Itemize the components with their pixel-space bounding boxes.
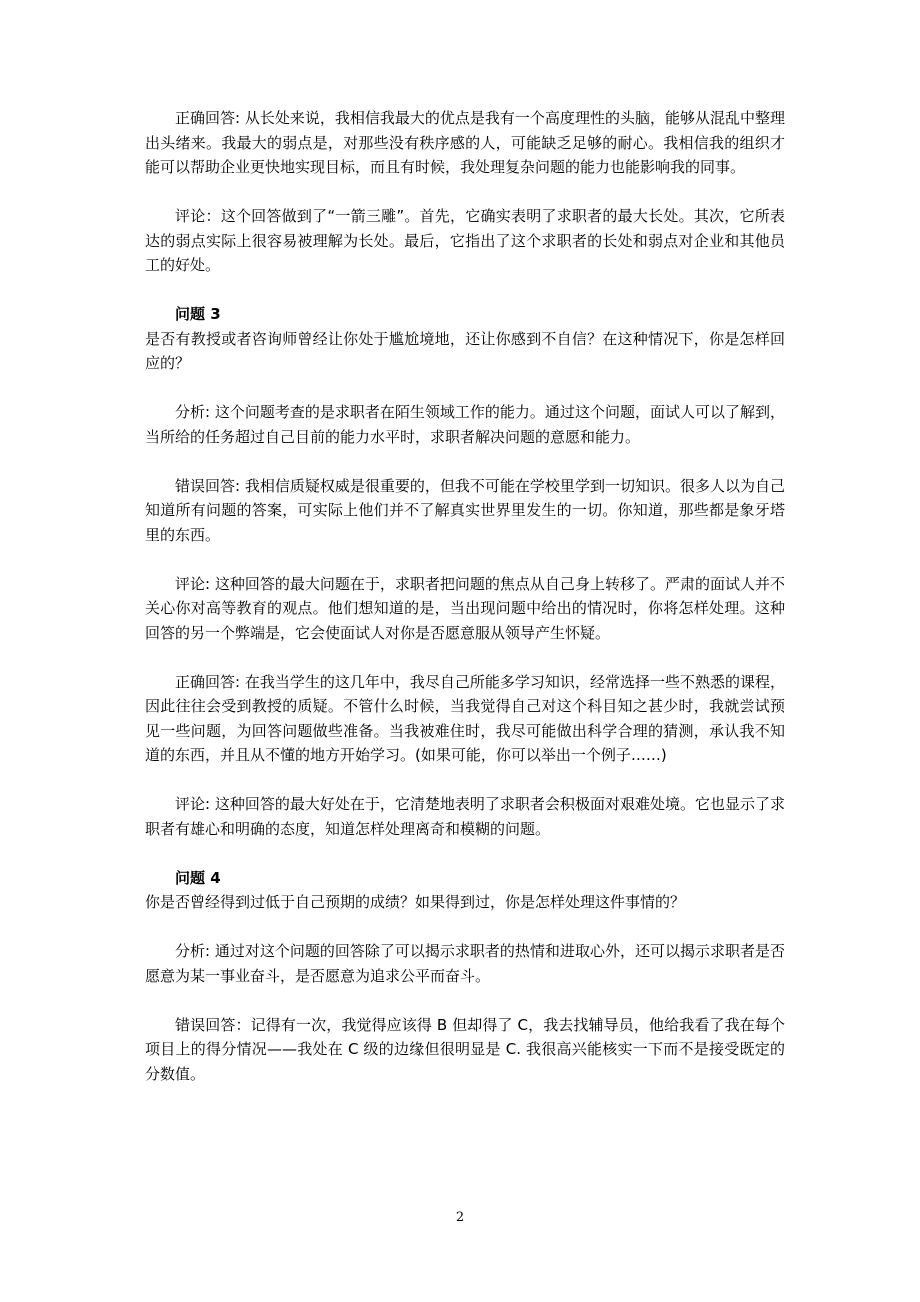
document-body (145, 106, 785, 1111)
paragraph-wrong-answer: 错误回答: 我相信质疑权威是很重要的，但我不可能在学校里学到一切知识。很多人以为自己知道所有问题的答案，可实际上他们并不了解真实世界里发生的一切。你知道，那些都是象牙塔里的东西。 (145, 476, 785, 544)
question-4-text: 你是否曾经得到过低于自己预期的成绩？如果得到过，你是怎样处理这件事情的？ (145, 893, 686, 911)
page-number: 2 (455, 1210, 465, 1225)
paragraph-analysis: 分析: 这个问题考查的是求职者在陌生领域工作的能力。通过这个问题，面试人可以了解到，当所给的任务超过自己目前的能力水平时，求职者解决问题的意愿和能力。 (145, 403, 785, 446)
paragraph-comment: 评论: 这种回答的最大问题在于，求职者把问题的焦点从自己身上转移了。严肃的面试人并不关心你对高等教育的观点。他们想知道的是，当出现问题中给出的情况时，你将怎样处理。这种回答的另一个弊端是，它会使面试人对你是否愿意服从领导产生怀疑。 (145, 574, 785, 642)
paragraph-wrong-answer: 错误回答：记得有一次，我觉得应该得 B 但却得了 C，我去找辅导员，他给我看了我在每个项目上的得分情况——我处在 C 级的边缘但很明显是 C. 我很高兴能核实一下而不是接受既定的分数值。 (145, 1015, 785, 1083)
paragraph-analysis: 分析: 通过对这个问题的回答除了可以揭示求职者的热情和进取心外，还可以揭示求职者是否愿意为某一事业奋斗，是否愿意为追求公平而奋斗。 (145, 942, 785, 985)
paragraph-comment: 评论: 这种回答的最大好处在于，它清楚地表明了求职者会积极面对艰难处境。它也显示了求职者有雄心和明确的态度，知道怎样处理离奇和模糊的问题。 (145, 795, 785, 838)
paragraph-correct-answer: 正确回答: 从长处来说，我相信我最大的优点是我有一个高度理性的头脑，能够从混乱中整理出头绪来。我最大的弱点是，对那些没有秩序感的人，可能缺乏足够的耐心。我相信我的组织才能可以帮助企业更快地实现目标，而且有时候，我处理复杂问题的能力也能影响我的同事。 (145, 109, 785, 176)
question-3-heading: 问题 3 (175, 305, 221, 323)
question-4-heading: 问题 4 (175, 868, 221, 887)
paragraph-comment: 评论：这个回答做到了“一箭三雕”。首先，它确实表明了求职者的最大长处。其次，它所表达的弱点实际上很容易被理解为长处。最后，它指出了这个求职者的长处和弱点对企业和其他员工的好处。 (145, 207, 785, 274)
question-3-text: 是否有教授或者咨询师曾经让你处于尴尬境地，还让你感到不自信？在这种情况下，你是怎样回应的？ (145, 329, 785, 372)
paragraph-correct-answer: 正确回答: 在我当学生的这几年中，我尽自己所能多学习知识，经常选择一些不熟悉的课程，因此往往会受到教授的质疑。不管什么时候，当我觉得自己对这个科目知之甚少时，我就尝试预见一些问题，为回答问题做些准备。当我被难住时，我尽可能做出科学合理的猜测，承认我不知道的东西，并且从不懂的地方开始学习。(如果可能，你可以举出一个例子……) (145, 672, 785, 764)
